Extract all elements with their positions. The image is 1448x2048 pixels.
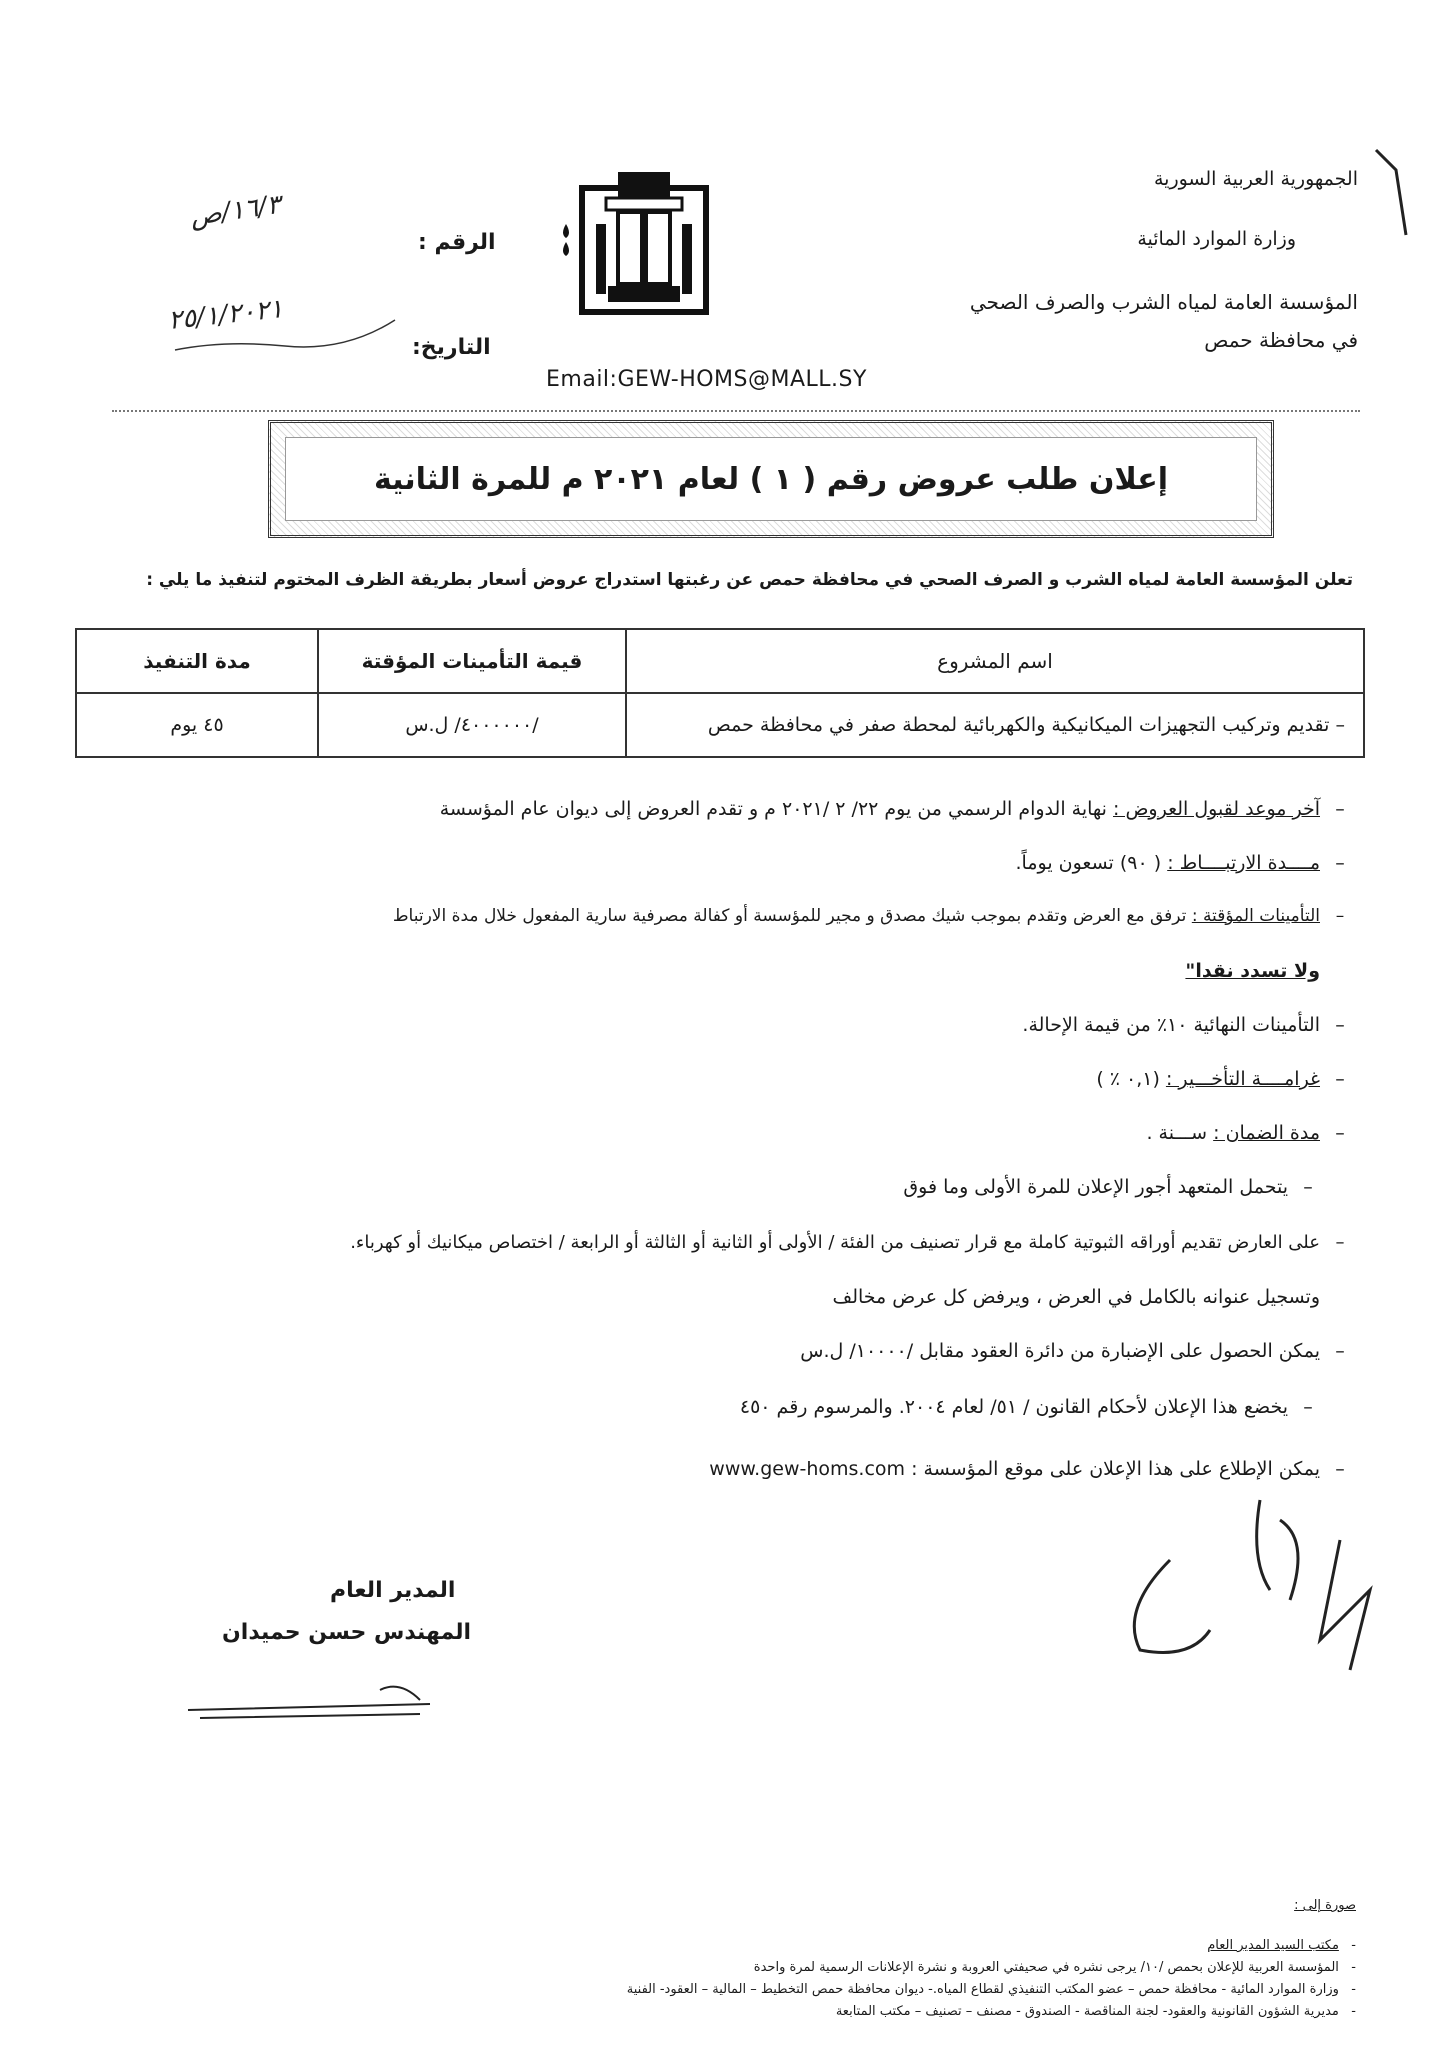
drop-icon	[558, 220, 574, 260]
number-label: الرقم :	[418, 230, 496, 255]
governorate-name: في محافظة حمص	[1204, 328, 1358, 352]
number-value: ١٦/٣/ص	[188, 189, 283, 233]
corner-mark	[1372, 140, 1412, 240]
list-item: –يخضع هذا الإعلان لأحكام القانون / ٥١/ لعام ٢٠٠٤. والمرسوم رقم ٤٥٠	[739, 1396, 1313, 1418]
date-value: ٢٥/١/٢٠٢١	[166, 294, 285, 336]
list-item: - وزارة الموارد المائية - محافظة حمص – عضو المكتب التنفيذي لقطاع المياه.- ديوان محافظة حمص التخطيط – المالية – العقود- الفنية	[626, 1982, 1356, 1997]
project-table	[75, 628, 1365, 758]
ministry-name: وزارة الموارد المائية	[1137, 228, 1296, 250]
signature-mark-right	[1110, 1480, 1430, 1680]
signature-mark-left	[180, 1670, 450, 1730]
signature-title: المدير العام	[330, 1578, 456, 1603]
cell-insurance: /٤٠٠٠٠٠٠/ ل.س	[318, 693, 626, 757]
list-item: –التأمينات النهائية ١٠٪ من قيمة الإحالة.	[1022, 1014, 1345, 1036]
intro-paragraph: تعلن المؤسسة العامة لمياه الشرب و الصرف الصحي في محافظة حمص عن رغبتها استدراج عروض أسعار بطريقة الظرف المختوم لتنفيذ ما يلي :	[146, 570, 1353, 590]
list-item: ولا تسدد نقدا"	[1185, 960, 1320, 982]
cell-project: – تقديم وتركيب التجهيزات الميكانيكية والكهربائية لمحطة صفر في محافظة حمص	[626, 693, 1364, 757]
establishment-logo	[578, 168, 710, 318]
list-item: –آخر موعد لقبول العروض : نهاية الدوام الرسمي من يوم ٢٢/ ٢ /٢٠٢١ م و تقدم العروض إلى ديوان عام المؤسسة	[439, 798, 1345, 820]
list-item: –يمكن الحصول على الإضبارة من دائرة العقود مقابل /١٠٠٠٠/ ل.س	[800, 1340, 1345, 1362]
list-item: - المؤسسة العربية للإعلان بحمص /١٠/ يرجى نشره في صحيفتي العروبة و نشرة الإعلانات الرسمية لمرة واحدة	[753, 1960, 1356, 1975]
signature-name: المهندس حسن حميدان	[222, 1620, 472, 1645]
list-item: –غرامــــة التأخـــير : (٠,١ ٪ )	[1096, 1068, 1345, 1090]
header-insurance: قيمة التأمينات المؤقتة	[318, 629, 626, 693]
list-item: - مكتب السيد المدير العام	[1207, 1938, 1356, 1953]
list-item: –على العارض تقديم أوراقه الثبوتية كاملة مع قرار تصنيف من الفئة / الأولى أو الثانية أو الثالثة أو الرابعة / اختصاص ميكانيك أو كهرباء.	[350, 1232, 1345, 1253]
header-project: اسم المشروع	[626, 629, 1364, 693]
establishment-name: المؤسسة العامة لمياه الشرب والصرف الصحي	[969, 290, 1358, 314]
date-label: التاريخ:	[412, 335, 491, 360]
list-item: –يتحمل المتعهد أجور الإعلان للمرة الأولى وما فوق	[903, 1176, 1313, 1198]
copies-label: صورة إلى :	[1294, 1898, 1356, 1913]
list-item: وتسجيل عنوانه بالكامل في العرض ، ويرفض كل عرض مخالف	[832, 1286, 1320, 1308]
table-row	[76, 693, 1364, 757]
announcement-title-box	[268, 420, 1274, 538]
list-item: –يمكن الإطلاع على هذا الإعلان على موقع المؤسسة : www.gew-homs.com	[709, 1458, 1345, 1480]
republic-name: الجمهورية العربية السورية	[1153, 168, 1358, 190]
header-divider	[112, 410, 1360, 412]
list-item: –التأمينات المؤقتة : ترفق مع العرض وتقدم بموجب شيك مصدق و مجير للمؤسسة أو كفالة مصرفية سارية المفعول خلال مدة الارتباط	[392, 906, 1345, 926]
email-address: Email:GEW-HOMS@MALL.SY	[546, 367, 867, 392]
header-duration: مدة التنفيذ	[76, 629, 318, 693]
cell-duration: ٤٥ يوم	[76, 693, 318, 757]
table-header-row	[76, 629, 1364, 693]
list-item: - مديرية الشؤون القانونية والعقود- لجنة المناقصة - الصندوق - مصنف – تصنيف – مكتب المتابعة	[835, 2004, 1356, 2019]
date-scribble	[165, 300, 405, 370]
list-item: –مــــدة الارتبــــاط : ( ٩٠) تسعون يوماً.	[1015, 852, 1345, 874]
list-item: –مدة الضمان : ســـنة .	[1146, 1122, 1345, 1144]
announcement-title: إعلان طلب عروض رقم ( ١ ) لعام ٢٠٢١ م للمرة الثانية	[373, 461, 1169, 497]
